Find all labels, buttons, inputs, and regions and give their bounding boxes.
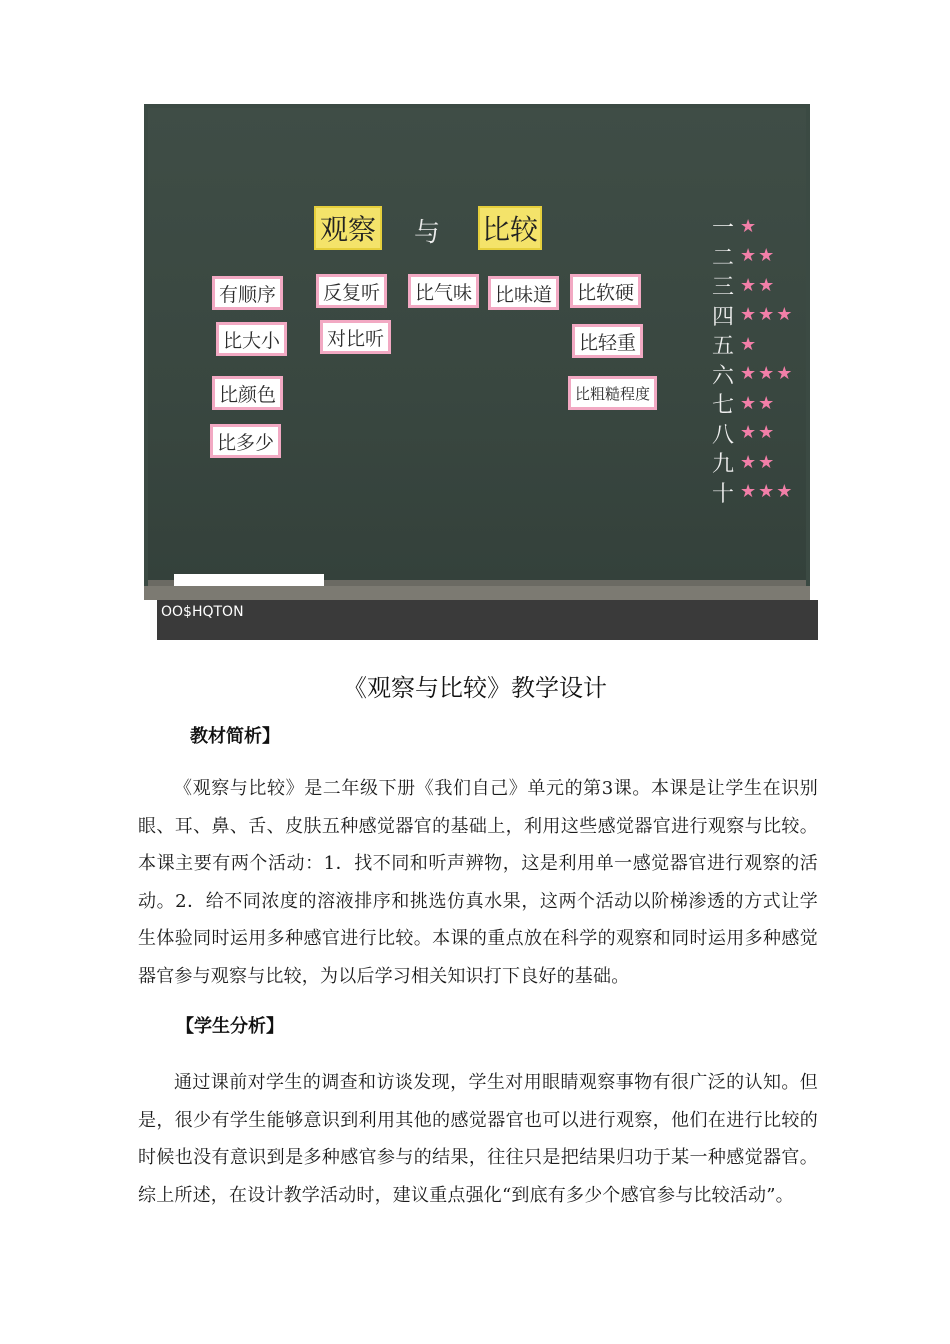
ranking-row (706, 271, 792, 301)
ranking-number: 七 (711, 393, 734, 419)
star-group (740, 215, 757, 237)
star-icon: ★ (740, 451, 757, 473)
star-icon: ★ (776, 481, 793, 503)
word-card: 比大小 (216, 322, 287, 356)
ranking-number: 八 (711, 422, 734, 448)
document-title: 《观察与比较》教学设计 (343, 674, 607, 702)
star-icon: ★ (758, 304, 775, 326)
star-group (740, 306, 792, 324)
ranking-number: 二 (711, 245, 734, 271)
ranking-list (706, 212, 792, 507)
star-group (740, 274, 775, 296)
section-heading: 【学生分析】 (176, 1016, 284, 1037)
star-icon: ★ (758, 245, 775, 267)
ranking-number: 四 (711, 304, 734, 330)
star-icon: ★ (758, 363, 775, 385)
star-group (740, 392, 775, 414)
star-icon: ★ (740, 245, 757, 267)
ranking-row (706, 478, 792, 508)
star-icon: ★ (740, 274, 757, 296)
star-group (740, 424, 774, 442)
star-icon: ★ (740, 392, 757, 414)
word-card: 对比听 (320, 320, 391, 354)
star-group (740, 333, 757, 355)
blackboard-photo (144, 104, 810, 600)
star-group (740, 365, 792, 383)
word-card: 有顺序 (212, 276, 283, 310)
ranking-row (706, 330, 792, 360)
star-icon: ★ (740, 333, 757, 355)
word-card: 比颜色 (212, 376, 283, 410)
word-card: 比粗糙程度 (568, 376, 657, 410)
ranking-number: 三 (711, 275, 734, 301)
watermark-text: OO$HQTON (161, 604, 244, 620)
board-title-card: 观察 (314, 206, 382, 250)
star-icon: ★ (758, 481, 775, 503)
word-card: 比多少 (210, 424, 281, 458)
word-card: 比轻重 (572, 324, 643, 358)
star-icon: ★ (740, 215, 757, 237)
word-card: 比软硬 (570, 274, 641, 308)
star-icon: ★ (758, 392, 775, 414)
star-group (740, 451, 775, 473)
ranking-row (706, 448, 792, 478)
star-icon: ★ (758, 422, 775, 444)
ranking-number: 五 (711, 334, 734, 360)
board-title-connector: 与 (414, 218, 441, 248)
section-heading: 教材简析】 (190, 726, 280, 747)
chalk-rail (144, 586, 810, 600)
word-card: 比味道 (488, 276, 559, 310)
star-icon: ★ (758, 451, 775, 473)
star-icon: ★ (740, 304, 757, 326)
section-paragraph: 通过课前对学生的调查和访谈发现，学生对用眼睛观察事物有很广泛的认知。但是，很少有学生能够意识到利用其他的感觉器官也可以进行观察，他们在进行比较的时候也没有意识到是多种感官参与的结果，往往只是把结果归功于某一种感觉器官。综上所述，在设计教学活动时，建议重点强化“到底有多少个感官参与比较活动”。 (138, 1072, 818, 1206)
word-card: 比气味 (408, 274, 479, 308)
star-group (740, 483, 792, 501)
star-group (740, 247, 774, 265)
word-card: 反复听 (316, 274, 387, 308)
ranking-row (706, 212, 792, 242)
star-icon: ★ (740, 481, 757, 503)
ranking-number: 九 (711, 452, 734, 478)
ranking-number: 十 (711, 481, 734, 507)
ranking-row (706, 419, 792, 449)
star-icon: ★ (758, 274, 775, 296)
ranking-row (706, 360, 792, 390)
star-icon: ★ (776, 363, 793, 385)
ranking-row (706, 301, 792, 331)
board-title-card: 比较 (478, 206, 542, 250)
ranking-row (706, 389, 792, 419)
watermark-bar (157, 600, 818, 640)
blackboard (148, 108, 806, 586)
star-icon: ★ (740, 422, 757, 444)
ranking-row (706, 242, 792, 272)
ranking-number: 一 (711, 216, 734, 242)
ranking-number: 六 (711, 363, 734, 389)
section-paragraph: 《观察与比较》是二年级下册《我们自己》单元的第3课。本课是让学生在识别眼、耳、鼻、舌、皮肤五种感觉器官的基础上，利用这些感觉器官进行观察与比较。本课主要有两个活动：1．找不同和听声辨物，这是利用单一感觉器官进行观察的活动。2．给不同浓度的溶液排序和挑选仿真水果，这两个活动以阶梯渗透的方式让学生体验同时运用多种感官进行比较。本课的重点放在科学的观察和同时运用多种感觉器官参与观察与比较，为以后学习相关知识打下良好的基础。 (138, 778, 818, 987)
star-icon: ★ (740, 363, 757, 385)
star-icon: ★ (776, 304, 793, 326)
